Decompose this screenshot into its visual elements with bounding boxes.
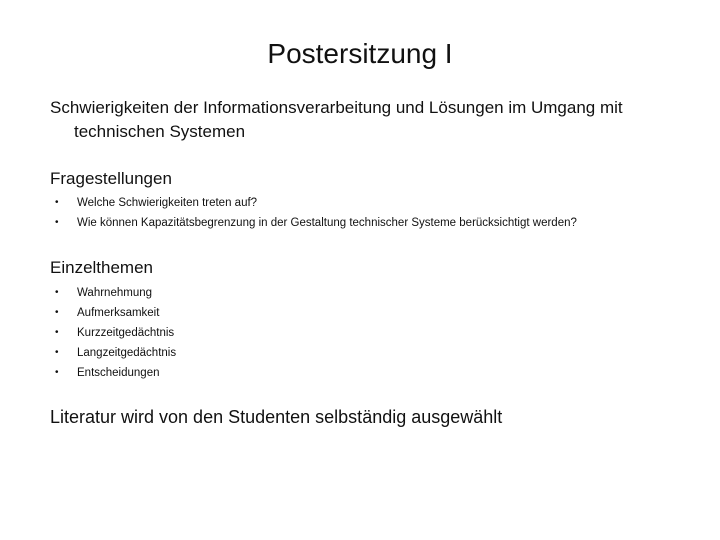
bullet-icon: • [55,217,59,228]
closing-note: Literatur wird von den Studenten selbständig ausgewählt [50,407,503,427]
bullet-icon: • [55,327,59,338]
topics-heading: Einzelthemen [50,258,154,277]
bullet-icon: • [55,287,59,298]
questions-heading: Fragestellungen [50,169,172,188]
bullet-icon: • [55,347,59,358]
question-text: Wie können Kapazitätsbegrenzung in der Gestaltung technischer Systeme berücksichtigt werden? [77,217,577,229]
slide-title: Postersitzung I [267,38,453,69]
intro-text: Schwierigkeiten der Informationsverarbeitung und Lösungen im Umgang mit technischen Systemen [50,98,623,141]
topic-text: Entscheidungen [77,367,160,379]
bullet-icon: • [55,367,59,378]
topic-text: Kurzzeitgedächtnis [77,327,175,339]
topic-item [50,344,176,364]
question-item [50,194,577,214]
topics-list [50,284,176,384]
topic-item [50,304,176,324]
bullet-icon: • [55,197,59,208]
topic-item [50,284,176,304]
topic-item [50,364,176,384]
question-item [50,214,577,234]
questions-list [50,194,577,234]
topic-text: Wahrnehmung [77,287,153,299]
bullet-icon: • [55,307,59,318]
question-text: Welche Schwierigkeiten treten auf? [77,197,258,209]
topic-item [50,324,176,344]
topic-text: Aufmerksamkeit [77,307,160,319]
topic-text: Langzeitgedächtnis [77,347,177,359]
